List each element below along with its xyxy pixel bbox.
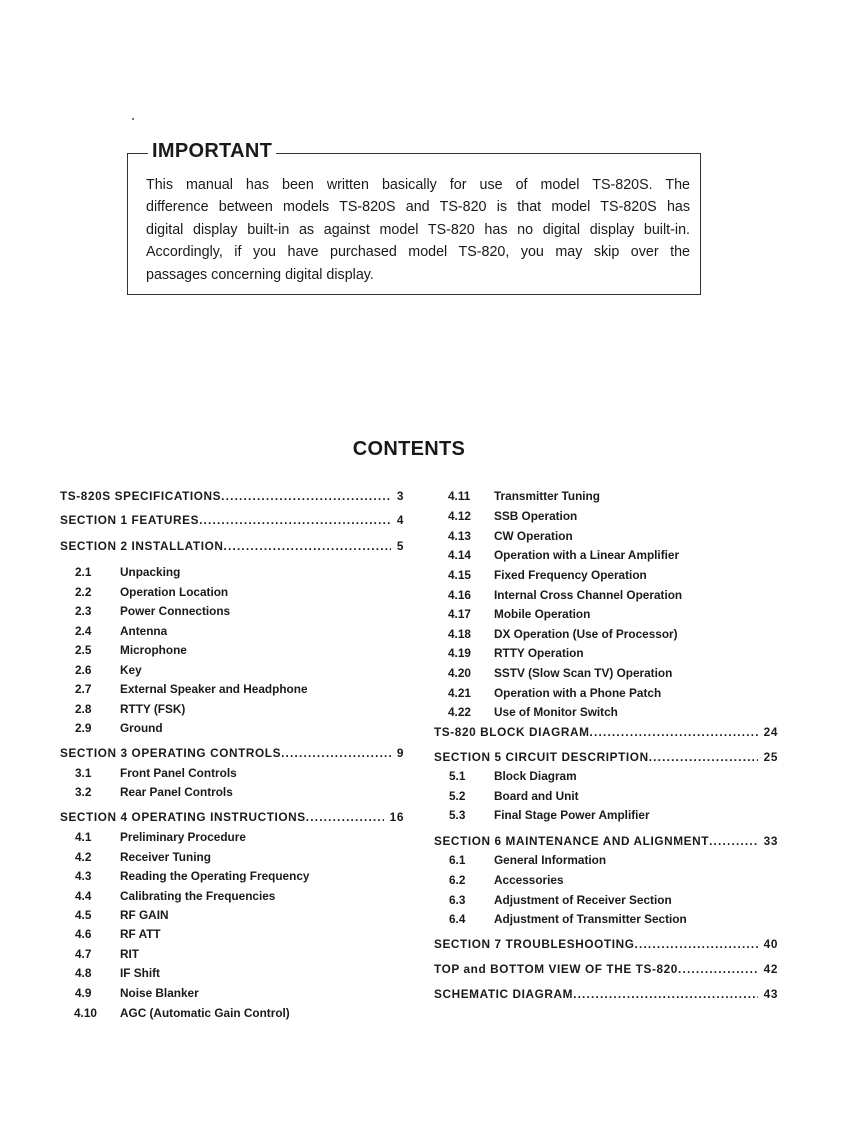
toc-page-number: 24 [763,725,778,739]
toc-section-label: SECTION 1 FEATURES [60,513,200,527]
toc-item-title: Ground [120,721,163,735]
toc-item-title: DX Operation (Use of Processor) [494,627,678,641]
toc-item-title: Adjustment of Transmitter Section [494,912,687,926]
toc-item-number: 2.7 [75,682,92,696]
toc-section-row [60,539,404,553]
toc-item-number: 4.17 [448,607,471,621]
toc-item-number: 2.9 [75,721,92,735]
toc-page-number: 3 [396,489,404,503]
toc-item-number: 5.1 [449,769,466,783]
toc-item-title: Use of Monitor Switch [494,705,618,719]
toc-dot-leader [634,937,757,951]
toc-item-number: 6.2 [449,873,466,887]
toc-item-title: AGC (Automatic Gain Control) [120,1006,290,1020]
toc-section-label: SECTION 2 INSTALLATION [60,539,224,553]
toc-item-number: 4.11 [448,489,471,503]
toc-item-number: 4.6 [75,927,92,941]
toc-section-label: TS-820S SPECIFICATIONS [60,489,222,503]
toc-item-title: Final Stage Power Amplifier [494,808,650,822]
important-line: difference between models TS-820S and TS-820 is that model TS-820S has [146,199,690,216]
toc-item-title: Antenna [120,624,168,638]
toc-section-label: SECTION 7 TROUBLESHOOTING [434,937,635,951]
toc-item-number: 4.9 [75,986,92,1000]
toc-item-number: 4.16 [448,588,471,602]
toc-item-number: 2.4 [75,624,92,638]
toc-item-title: Preliminary Procedure [120,830,246,844]
toc-page-number: 4 [396,513,404,527]
toc-item-number: 2.3 [75,604,92,618]
contents-title: CONTENTS [352,438,466,460]
toc-item-number: 4.13 [448,529,471,543]
toc-item-title: RIT [120,947,140,961]
important-line: passages concerning digital display. [146,266,374,283]
toc-item-title: General Information [494,853,607,867]
toc-item-title: Microphone [120,643,187,657]
toc-item-title: RTTY Operation [494,646,584,660]
toc-item-title: IF Shift [120,966,160,980]
toc-item-number: 4.15 [448,568,471,582]
toc-section-label: TS-820 BLOCK DIAGRAM [434,725,590,739]
toc-item-number: 4.10 [74,1006,97,1020]
toc-page-number: 43 [763,987,778,1001]
toc-section-label: SCHEMATIC DIAGRAM [434,987,574,1001]
toc-item-number: 4.20 [448,666,471,680]
toc-item-number: 6.3 [449,893,466,907]
toc-item-title: Calibrating the Frequencies [120,889,276,903]
toc-item-number: 2.1 [75,565,92,579]
toc-item-title: Adjustment of Receiver Section [494,893,672,907]
toc-section-label: SECTION 6 MAINTENANCE AND ALIGNMENT [434,834,710,848]
toc-section-row [434,834,778,848]
toc-item-number: 4.12 [448,509,471,523]
toc-item-number: 4.2 [75,850,92,864]
toc-item-number: 4.4 [75,889,92,903]
toc-section-row [60,810,404,824]
toc-section-row [60,513,404,527]
toc-dot-leader [306,810,384,824]
toc-item-title: Board and Unit [494,789,579,803]
important-title: IMPORTANT [148,140,276,163]
toc-item-title: Power Connections [120,604,231,618]
toc-item-title: Operation Location [120,585,229,599]
toc-dot-leader [281,746,391,760]
toc-item-title: Rear Panel Controls [120,785,233,799]
toc-item-number: 4.18 [448,627,471,641]
toc-item-number: 2.6 [75,663,92,677]
toc-item-title: Key [120,663,142,677]
toc-section-row [434,962,778,976]
toc-section-row [434,725,778,739]
toc-page-number: 9 [396,746,404,760]
toc-page-number: 40 [763,937,778,951]
toc-dot-leader [678,962,758,976]
toc-section-row [434,987,778,1001]
important-line: digital display built-in as against model TS-820 has no digital display built-in. [146,221,690,238]
toc-item-number: 2.5 [75,643,92,657]
toc-section-row [60,489,404,503]
toc-dot-leader [709,834,758,848]
toc-item-title: RF ATT [120,927,161,941]
toc-item-title: RF GAIN [120,908,169,922]
toc-item-title: Fixed Frequency Operation [494,568,647,582]
toc-item-title: RTTY (FSK) [120,702,186,716]
toc-section-row [434,750,778,764]
toc-item-title: Internal Cross Channel Operation [494,588,683,602]
toc-item-title: External Speaker and Headphone [120,682,308,696]
toc-item-title: Front Panel Controls [120,766,237,780]
toc-item-number: 5.3 [449,808,466,822]
toc-item-title: Unpacking [120,565,181,579]
important-text [146,174,690,286]
toc-item-number: 4.22 [448,705,471,719]
toc-item-title: Receiver Tuning [120,850,211,864]
toc-page-number: 33 [763,834,778,848]
toc-item-number: 4.8 [75,966,92,980]
toc-item-title: Block Diagram [494,769,577,783]
toc-page-number: 25 [763,750,778,764]
toc-page-number: 5 [396,539,404,553]
important-line: This manual has been written basically for use of model TS-820S. The [146,177,690,193]
toc-dot-leader [221,489,391,503]
toc-item-title: SSB Operation [494,509,578,523]
toc-item-number: 4.21 [448,686,471,700]
toc-item-number: 4.14 [448,548,471,562]
toc-item-number: 4.19 [448,646,471,660]
toc-dot-leader [649,750,758,764]
toc-item-title: Reading the Operating Frequency [120,869,310,883]
important-notice [127,140,701,295]
toc-item-title: Operation with a Phone Patch [494,686,662,700]
toc-dot-leader [199,513,391,527]
toc-item-number: 3.1 [75,766,92,780]
toc-dot-leader [590,725,758,739]
toc-item-number: 6.1 [449,853,466,867]
toc-section-label: SECTION 4 OPERATING INSTRUCTIONS [60,810,306,824]
toc-section-row [434,937,778,951]
toc-page-number: 42 [763,962,778,976]
toc-item-title: Noise Blanker [120,986,199,1000]
toc-item-title: Operation with a Linear Amplifier [494,548,680,562]
toc-section-row [60,746,404,760]
toc-item-number: 4.7 [75,947,92,961]
toc-item-number: 2.2 [75,585,92,599]
toc-dot-leader [224,539,391,553]
toc-item-number: 2.8 [75,702,92,716]
toc-item-number: 4.3 [75,869,92,883]
toc-item-title: CW Operation [494,529,573,543]
toc-item-number: 6.4 [449,912,466,926]
toc-item-title: Transmitter Tuning [494,489,600,503]
toc-section-label: TOP and BOTTOM VIEW OF THE TS-820 [434,962,678,976]
toc-item-title: Accessories [494,873,564,887]
toc-dot-leader [573,987,758,1001]
toc-section-label: SECTION 3 OPERATING CONTROLS [60,746,282,760]
stray-dot [132,118,134,120]
toc-page-number: 16 [389,810,404,824]
toc-section-label: SECTION 5 CIRCUIT DESCRIPTION [434,750,649,764]
toc-item-number: 5.2 [449,789,466,803]
toc-item-title: Mobile Operation [494,607,591,621]
toc-item-number: 4.5 [75,908,92,922]
toc-item-number: 3.2 [75,785,92,799]
toc-item-title: SSTV (Slow Scan TV) Operation [494,666,673,680]
important-line: Accordingly, if you have purchased model TS-820, you may skip over the [146,244,690,261]
toc-item-number: 4.1 [75,830,92,844]
